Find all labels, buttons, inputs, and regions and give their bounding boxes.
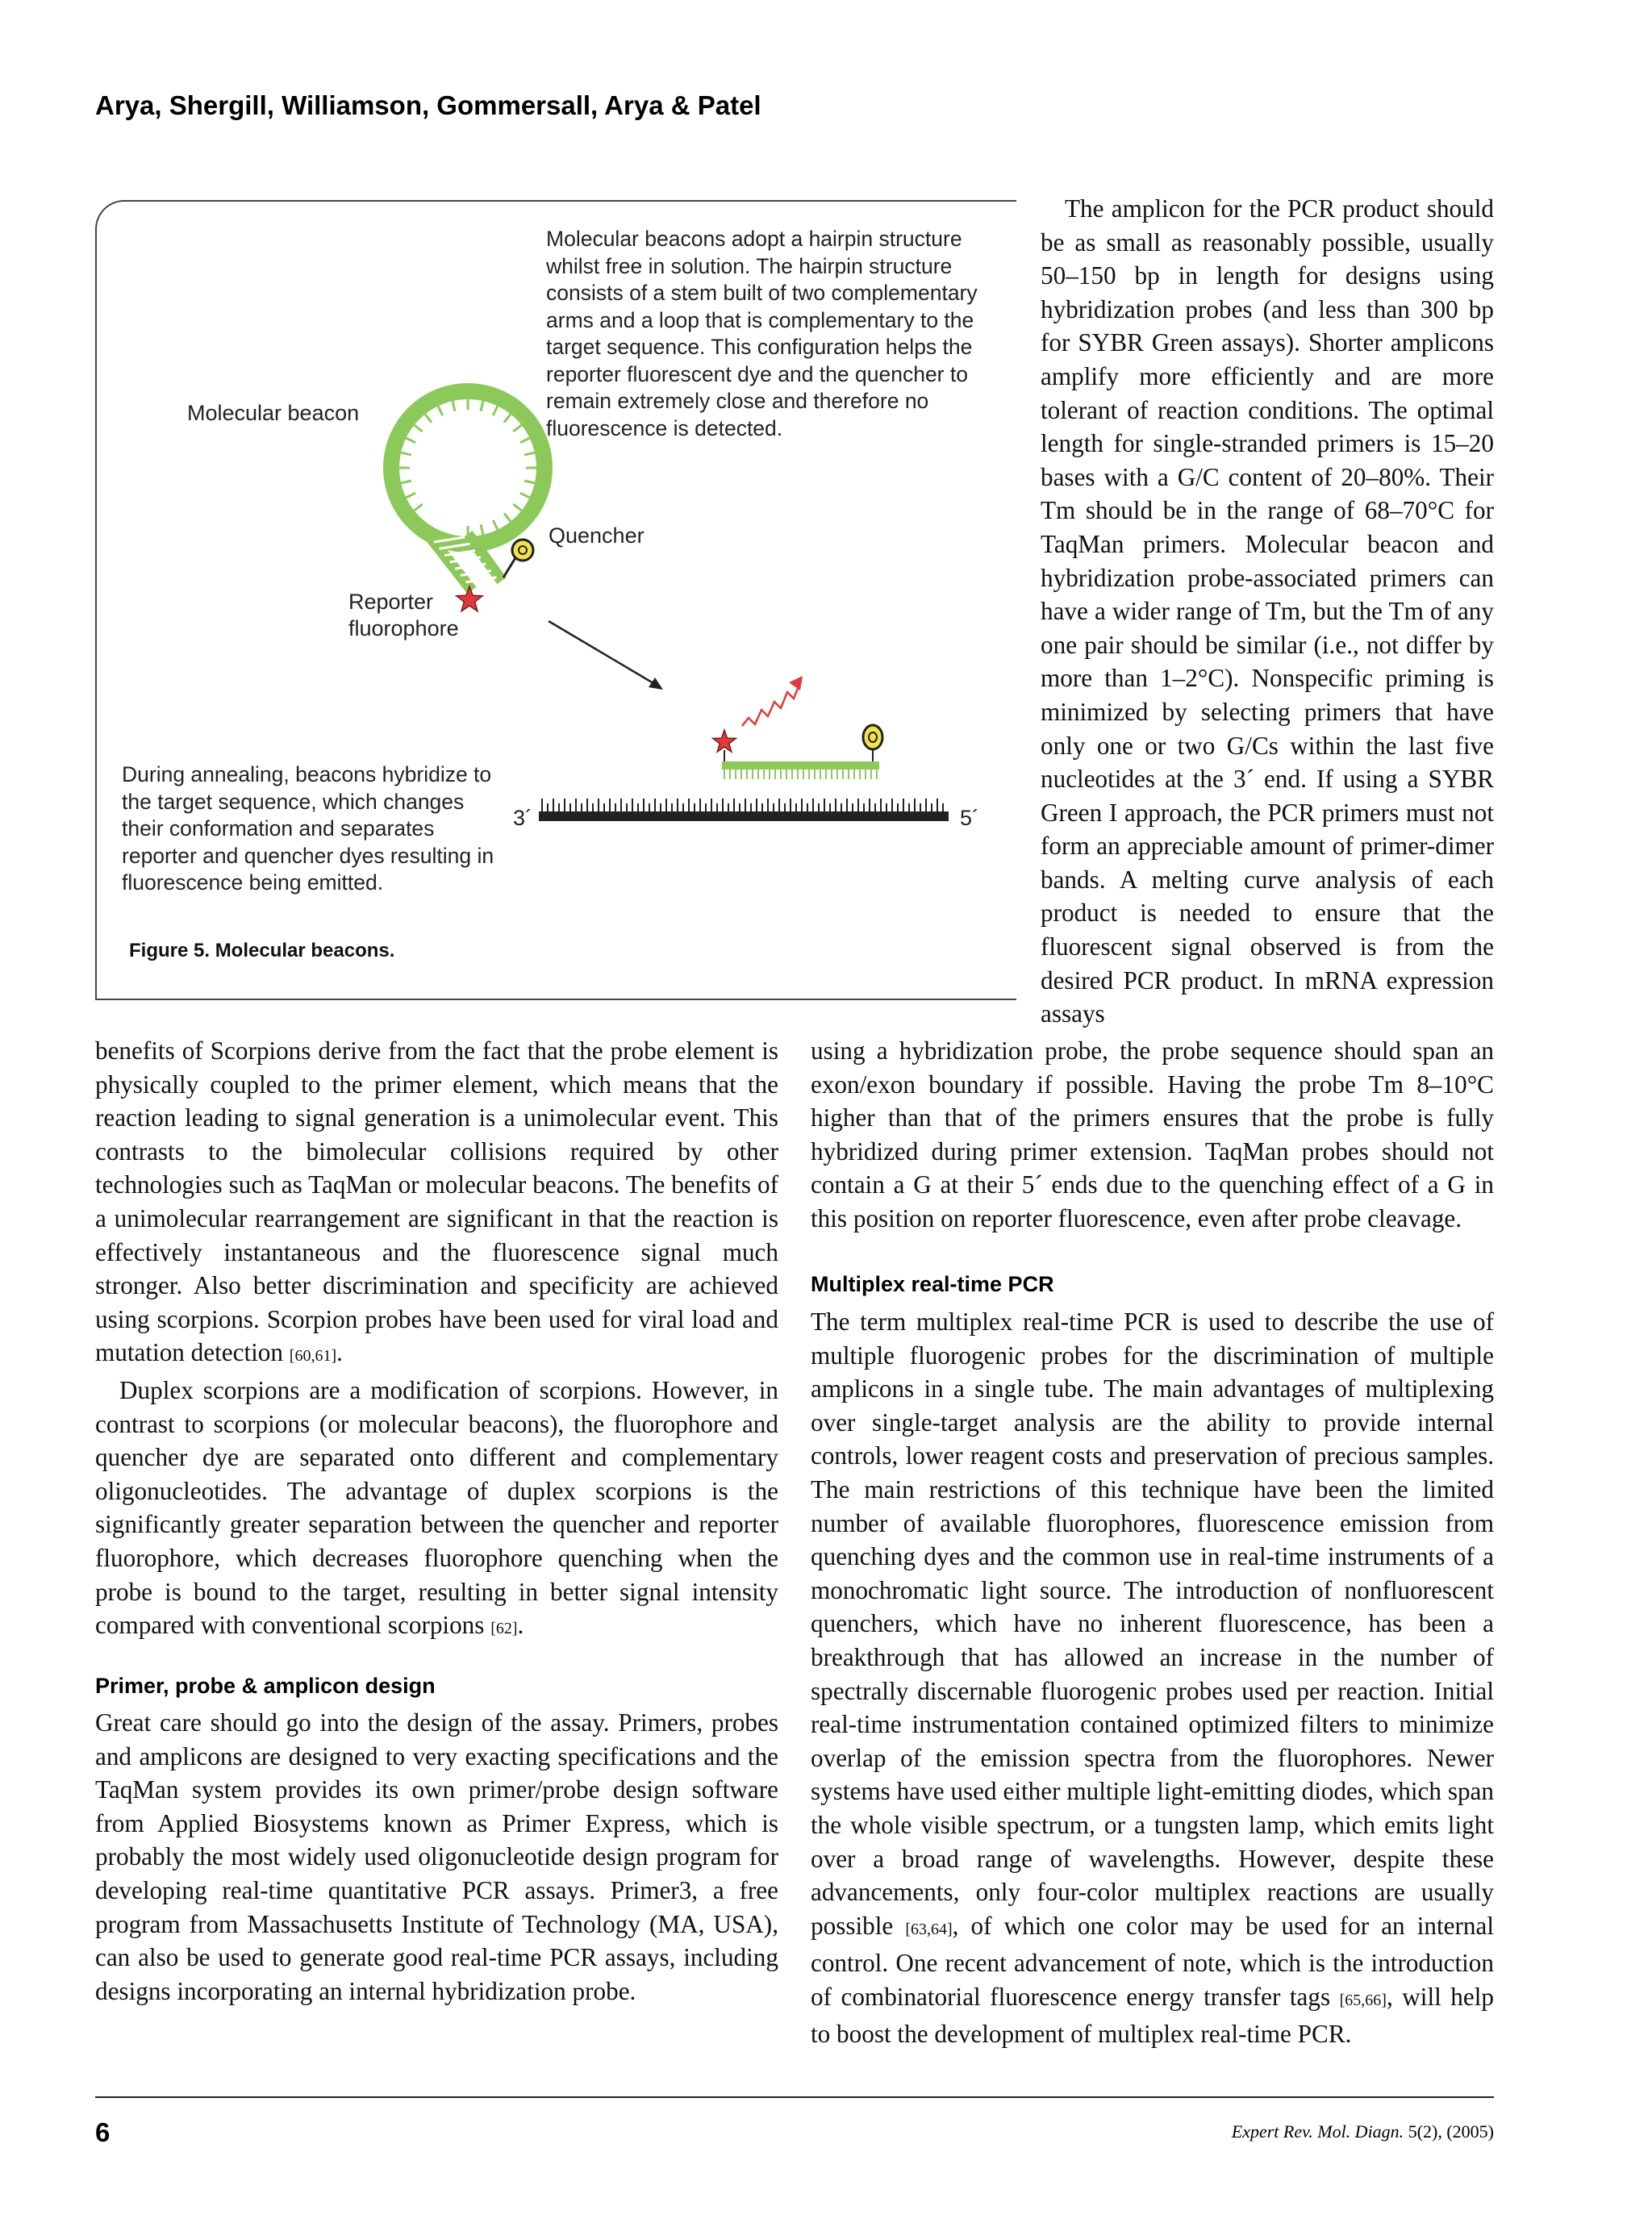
citation: [60,61] xyxy=(289,1347,337,1366)
right-top-paragraph xyxy=(1041,192,1494,1031)
figure-title: Figure 5. Molecular beacons. xyxy=(129,940,395,961)
paragraph-multiplex xyxy=(811,1305,1494,2051)
paragraph-text: , will help to boost the development of multiplex real-time PCR. xyxy=(811,1982,1494,2049)
paragraph-hybridization-probe: using a hybridization probe, the probe sequence should span an exon/exon boundary if possible. Having the probe Tm 8–10°C higher than that of the primers ensures that the probe is fully hybridized during primer extension. TaqMan probes should not contain a G at their 5´ ends due to the quenching effect of a G in this position on reporter fluorescence, even after probe cleavage. xyxy=(811,1036,1494,1232)
beacon-loop xyxy=(391,391,544,544)
section-heading-primer-design: Primer, probe & amplicon design xyxy=(95,1674,436,1698)
paragraph-duplex-scorpions: Duplex scorpions are a modification of scorpions. However, in contrast to scorpions (or molecular beacons), the fluorophore and quencher dye are separated onto different and complementary oligonucleotides. The advantage of duplex scorpions is the significantly greater separation between the quencher and reporter fluorophore, which decreases fluorophore quenching when the probe is bound to the target, resulting in better signal intensity compared with conventional scorpions [62]. xyxy=(95,1375,778,1640)
hybridized-probe-ticks xyxy=(724,770,877,779)
page-number: 6 xyxy=(95,2117,111,2147)
right-column-lower xyxy=(811,1305,1494,2051)
right-column xyxy=(811,1034,1494,1236)
journal-name: Expert Rev. Mol. Diagn. xyxy=(1231,2121,1404,2142)
citation: [62] xyxy=(490,1620,518,1638)
strand-end-5prime: 5´ xyxy=(960,806,980,830)
paragraph-text: benefits of Scorpions derive from the fact that the probe element is physically coupled to the primer element, which means that the reaction leading to signal generation is a unimolecular event. This contrasts to the bimolecular collisions required by other technologies such as TaqMan or molecular beacons. The benefits of a unimolecular rearrangement are significant in that the reaction is effectively instantaneous and the fluorescence signal much stronger. Also better discrimination and specificity are achieved using scorpions. Scorpion probes have been used for viral load and mutation detection xyxy=(95,1036,778,1367)
paragraph-text: , of which one color may be used for an internal control. One recent advancement of note, which is the introduction of combinatorial fluorescence energy transfer tags xyxy=(811,1911,1494,2011)
journal-reference xyxy=(1232,2121,1494,2142)
transition-arrow xyxy=(549,621,657,686)
citation: [63,64] xyxy=(905,1920,953,1938)
label-reporter-fluorophore: Reporter fluorophore xyxy=(348,590,459,640)
fluorescence-emission-icon xyxy=(742,682,800,726)
strand-end-3prime: 3´ xyxy=(513,806,533,830)
quencher-icon xyxy=(512,540,533,561)
target-strand-ticks xyxy=(542,799,943,811)
citation: [65,66] xyxy=(1339,1991,1387,2009)
paragraph-amplicon: The amplicon for the PCR product should be as small as reasonably possible, usually 50–150 bp in length for designs using hybridization probes (and less than 300 bp for SYBR Green assays). Shorter amplicons amplify more efficiently and are more tolerant of reaction conditions. The optimal length for single-stranded primers is 15–20 bases with a G/C content of 20–80%. Their Tm should be in the range of 68–70°C for TaqMan primers. Molecular beacon and hybridization probe-associated primers can have a wider range of Tm, but the Tm of any one pair should be similar (i.e., not differ by more than 1–2°C). Nonspecific priming is minimized by selecting primers that have only one or two G/Cs within the last five nucleotides at the 3´ end. If using a SYBR Green I approach, the PCR primers must not form an appreciable amount of primer-dimer bands. A melting curve analysis of each product is needed to ensure that the fluorescent signal observed is from the desired PCR product. In mRNA expression assays xyxy=(1041,194,1494,1028)
section-heading-multiplex: Multiplex real-time PCR xyxy=(811,1272,1054,1296)
beacon-loop-ticks xyxy=(399,399,536,536)
running-head-authors: Arya, Shergill, Williamson, Gommersall, Arya & Patel xyxy=(95,90,761,120)
quencher-bound-icon xyxy=(863,725,882,749)
journal-volume: 5(2), (2005) xyxy=(1408,2121,1494,2142)
figure-description-hairpin: Molecular beacons adopt a hairpin structure whilst free in solution. The hairpin structure consists of a stem built of two complementary arms and a loop that is complementary to the target sequence. This configuration helps the reporter fluorescent dye and the quencher to remain extremely close and therefore no fluorescence is detected. xyxy=(546,227,978,440)
figure-description-annealing: During annealing, beacons hybridize to the target sequence, which changes their conformation and separates reporter and quencher dyes resulting in fluorescence being emitted. xyxy=(122,762,494,895)
reporter-fluorophore-bound-icon xyxy=(713,730,736,752)
label-molecular-beacon: Molecular beacon xyxy=(187,401,360,425)
label-quencher: Quencher xyxy=(549,523,645,548)
paragraph-text: The term multiplex real-time PCR is used to describe the use of multiple fluorogenic probes for the discrimination of multiple amplicons in a single tube. The main advantages of multiplexing over single-target analysis are the ability to provide internal controls, lower reagent costs and preservation of precious samples. The main restrictions of this technique have been the limited number of available fluorophores, fluorescence emission from quenching dyes and the common use in real-time instruments of a monochromatic light source. The introduction of nonfluorescent quenchers, which have no inherent fluorescence, has been a breakthrough that has allowed an increase in the number of spectrally discernable fluorogenic probes used per reaction. Initial real-time instrumentation contained optimized filters to minimize overlap of the emission spectra from the fluorophores. Newer systems have used either multiple light-emitting diodes, which span the whole visible spectrum, or a tungsten lamp, which emits light over a broad range of wavelengths. However, despite these advancements, only four-color multiplex reactions are usually possible xyxy=(811,1308,1494,1940)
target-strand xyxy=(539,811,949,821)
paragraph-text: Duplex scorpions are a modification of scorpions. However, in contrast to scorpions (or molecular beacons), the fluorophore and quencher dye are separated onto different and complementary oligonucleotides. The advantage of duplex scorpions is the significantly greater separation between the quencher and reporter fluorophore, which decreases fluorophore quenching when the probe is bound to the target, resulting in better signal intensity compared with conventional scorpions xyxy=(95,1375,778,1640)
left-column xyxy=(95,1034,778,1646)
footer-rule xyxy=(95,2096,1494,2098)
reporter-fluorophore-icon xyxy=(457,586,482,611)
hybridized-probe xyxy=(722,761,879,770)
paragraph-primer-design: Great care should go into the design of the assay. Primers, probes and amplicons are designed to very exacting specifications and the TaqMan system provides its own primer/probe design software from Applied Biosystems known as Primer Express, which is probably the most widely used oligonucleotide design program for developing real-time quantitative PCR assays. Primer3, a free program from Massachusetts Institute of Technology (MA, USA), can also be used to generate good real-time PCR assays, including designs incorporating an internal hybridization probe. xyxy=(95,1708,778,2005)
left-column-lower xyxy=(95,1706,778,2008)
paragraph-scorpions-benefits: benefits of Scorpions derive from the fact that the probe element is physically coupled to the primer element, which means that the reaction leading to signal generation is a unimolecular event. This contrasts to the bimolecular collisions required by other technologies such as TaqMan or molecular beacons. The benefits of a unimolecular rearrangement are significant in that the reaction is effectively instantaneous and the fluorescence signal much stronger. Also better discrimination and specificity are achieved using scorpions. Scorpion probes have been used for viral load and mutation detection [60,61]. xyxy=(95,1036,778,1367)
